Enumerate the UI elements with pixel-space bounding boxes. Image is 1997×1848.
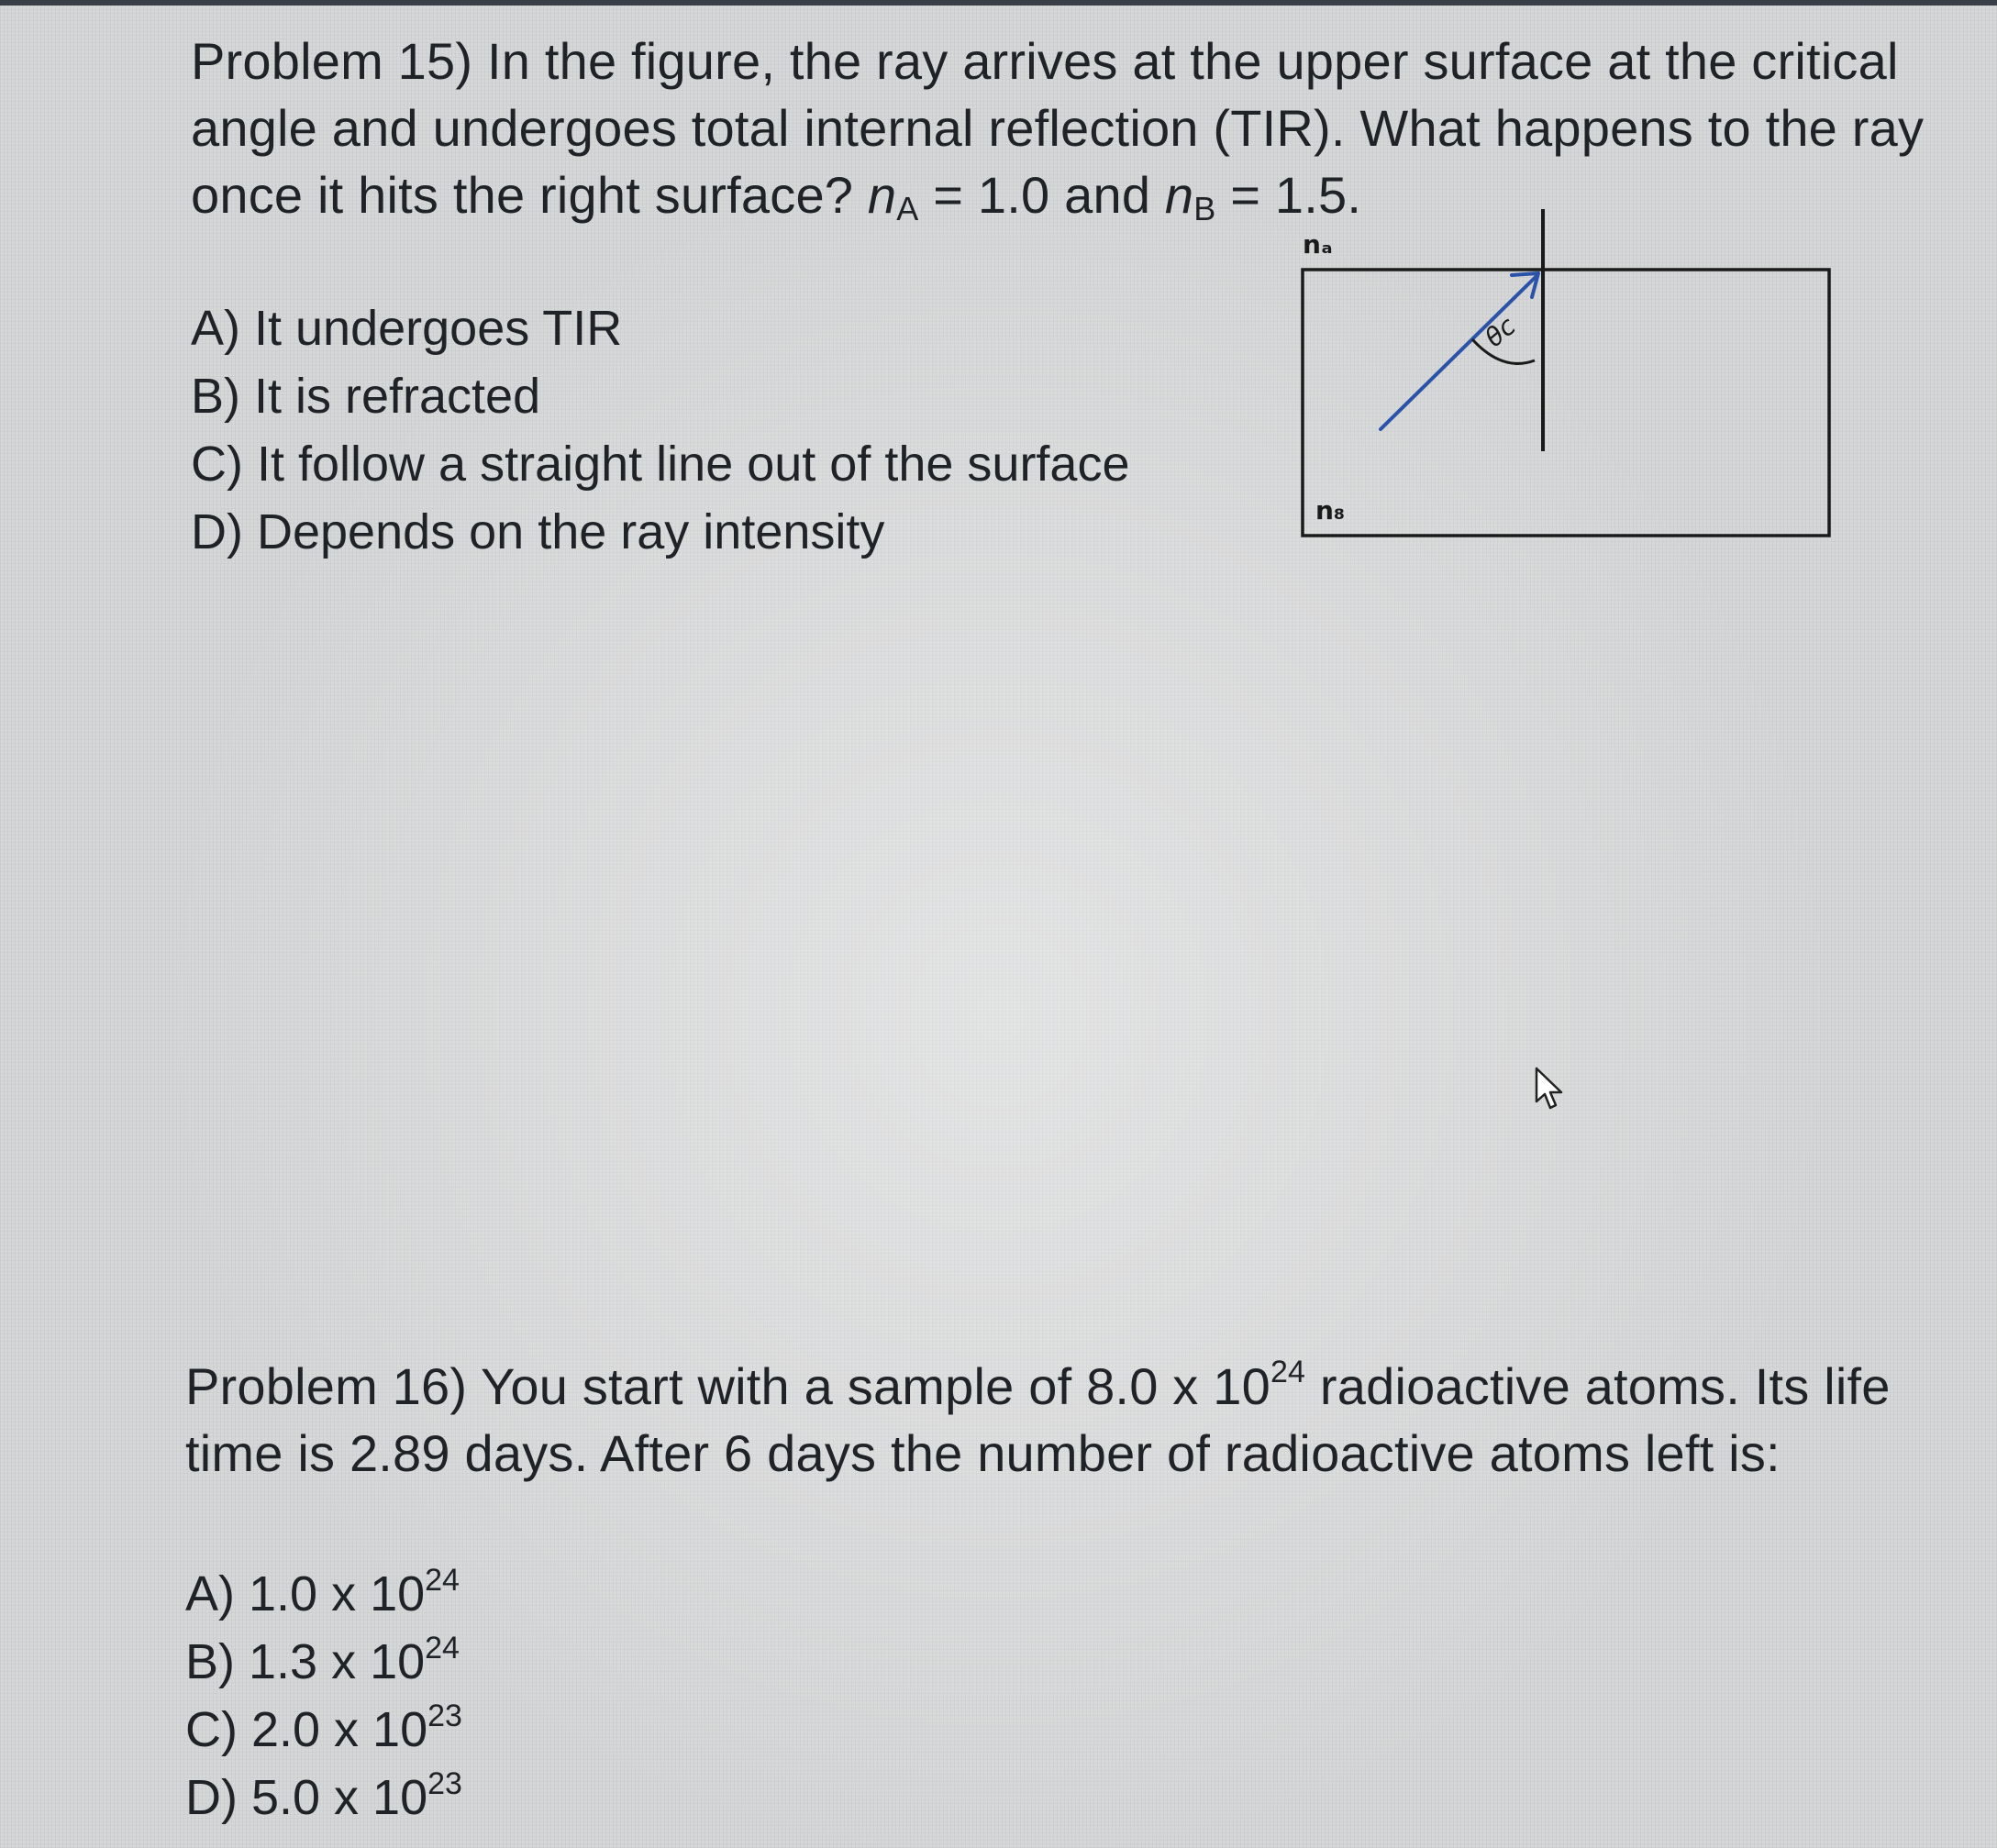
problem-16-choice-c[interactable] — [185, 1696, 1947, 1764]
problem-16-choice-a[interactable] — [185, 1560, 1947, 1628]
screen-top-edge — [0, 0, 1997, 6]
problem-15-choice-a[interactable]: A) It undergoes TIR — [191, 301, 623, 356]
choice-a-base: A) 1.0 x 10 — [185, 1566, 426, 1621]
problem-15-choice-c[interactable]: C) It follow a straight line out of the surface — [191, 437, 1130, 492]
na-subscript: A — [896, 190, 919, 227]
nb-region-label: n₈ — [1315, 495, 1346, 526]
choice-d-exponent: 23 — [427, 1766, 462, 1801]
nb-symbol: n — [1164, 166, 1194, 224]
arrow-cursor-icon — [1534, 1067, 1567, 1112]
problem-15-stem — [191, 28, 1961, 228]
problem-16-stem-text-2: radioactive atoms. Its life time is 2.89 days. After 6 days the number of radioactive atoms left is: — [185, 1357, 1891, 1482]
nb-subscript: B — [1193, 190, 1216, 227]
choice-b-base: B) 1.3 x 10 — [185, 1634, 426, 1689]
na-value: = 1.0 and — [918, 166, 1165, 224]
incident-ray — [1381, 275, 1537, 429]
problem-16 — [185, 1353, 1947, 1831]
critical-angle-label: θc — [1479, 310, 1522, 353]
choice-b-exponent: 24 — [425, 1631, 460, 1665]
problem-16-stem-exponent: 24 — [1270, 1355, 1306, 1389]
problem-16-choice-b[interactable] — [185, 1628, 1947, 1696]
choice-c-exponent: 23 — [427, 1699, 462, 1733]
nb-value: = 1.5. — [1215, 166, 1362, 224]
choice-a-exponent: 24 — [425, 1563, 460, 1598]
problem-15-stem-text: Problem 15) In the figure, the ray arrives at the upper surface at the critical angle and undergoes total internal reflection (TIR). What happens to the ray once it hits the right surface? — [191, 32, 1925, 224]
choice-c-base: C) 2.0 x 10 — [185, 1702, 428, 1757]
tir-figure — [1284, 202, 1853, 550]
problem-15-choice-b[interactable]: B) It is refracted — [191, 369, 541, 424]
problem-16-choices — [185, 1560, 1947, 1831]
choice-d-base: D) 5.0 x 10 — [185, 1770, 428, 1825]
na-symbol: n — [867, 166, 897, 224]
problem-16-stem — [185, 1353, 1947, 1487]
tir-figure-svg — [1284, 202, 1853, 550]
medium-b-block — [1303, 270, 1829, 536]
na-region-label: nₐ — [1303, 229, 1333, 260]
problem-16-stem-text-1: Problem 16) You start with a sample of 8.0 x 10 — [185, 1357, 1270, 1415]
problem-16-choice-d[interactable] — [185, 1764, 1947, 1831]
problem-15-choice-d[interactable]: D) Depends on the ray intensity — [191, 504, 885, 559]
